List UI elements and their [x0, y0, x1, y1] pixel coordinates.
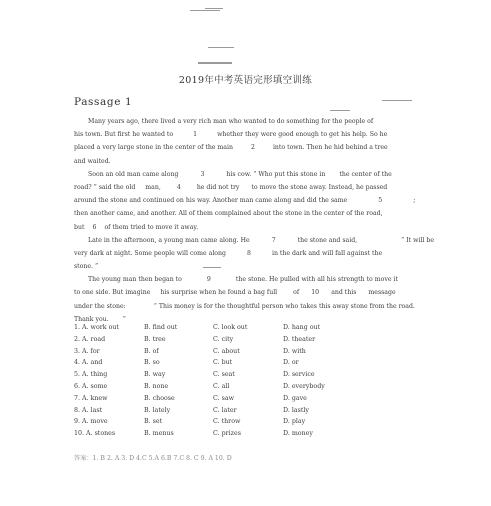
passage-line	[74, 207, 444, 220]
scan-mark	[190, 10, 220, 11]
answer-key: 答案：1. B 2. A 3. D 4.C 5.A 6.B 7.C 8. C 9. A 10. D	[74, 455, 232, 462]
document-title: 2019年中考英语完形填空训练	[178, 75, 313, 86]
option-choice: 9. A. move	[74, 418, 108, 426]
passage-text-run: and this	[331, 289, 357, 297]
passage-text-run: to one side. But imagine	[74, 289, 151, 297]
option-choice: C. all	[213, 382, 230, 390]
option-choice: 7. A. knew	[74, 394, 108, 402]
option-choice: D. hang out	[283, 324, 321, 331]
passage-text-run: man,	[145, 183, 161, 191]
options-list	[74, 324, 374, 442]
passage-text-run: the stone and said,	[297, 236, 358, 244]
passage-text-run: “ It will be	[401, 236, 434, 244]
passage-text-run: his town. But first he wanted to	[74, 131, 174, 139]
passage-line	[74, 260, 444, 273]
option-choice: C. about	[213, 347, 240, 355]
option-row	[74, 407, 374, 419]
option-choice: D. service	[283, 371, 315, 379]
passage-text-run: the center of the	[339, 170, 392, 178]
option-choice: 2. A. road	[74, 335, 106, 343]
option-row	[74, 371, 374, 383]
passage-text-run: message	[368, 289, 396, 297]
scan-mark	[382, 100, 412, 101]
option-choice: B. of	[144, 347, 159, 355]
option-choice: C. throw	[213, 418, 241, 426]
blank-number: 10	[311, 289, 320, 297]
passage-text-run: whether they were good enough to get his help. So he	[217, 131, 388, 139]
option-choice: D. play	[283, 418, 306, 426]
option-choice: 1. A. work out	[74, 324, 119, 331]
option-choice: B. none	[144, 382, 169, 390]
passage-text-run: the stone. He pulled with all his strength to move it	[235, 276, 398, 284]
passage-text-run: stone. ”	[74, 263, 99, 271]
blank-number: 4	[176, 183, 181, 191]
option-row	[74, 418, 374, 430]
option-choice: B. way	[144, 371, 166, 379]
option-choice: D. theater	[283, 335, 316, 343]
passage-line	[74, 168, 444, 181]
passage-text-run: of	[293, 289, 300, 297]
option-choice: C. but	[213, 359, 233, 367]
option-choice: B. find out	[144, 324, 178, 331]
passage-text-run: The young man then began to	[88, 276, 182, 284]
passage-line	[74, 221, 444, 234]
blank-number: 3	[200, 170, 205, 178]
option-choice: D. gave	[283, 394, 307, 402]
passage-text-run: to move the stone away. Instead, he passed	[251, 183, 388, 191]
passage-line	[74, 128, 444, 141]
passage-text-run: around the stone and continued on his way. Another man came along and did the same	[74, 197, 348, 205]
option-row	[74, 383, 374, 395]
scan-mark	[208, 47, 234, 48]
option-choice: B. tree	[144, 335, 166, 343]
passage-text	[74, 115, 444, 326]
blank-number: 8	[247, 249, 251, 257]
passage-text-run: his surprise when he found a bag full	[160, 289, 278, 297]
option-choice: B. lately	[144, 406, 171, 414]
option-choice: D. money	[283, 430, 313, 438]
passage-text-run: very dark at night. Some people will come along	[74, 249, 226, 257]
passage-text-run: placed a very large stone in the center of the main	[74, 144, 233, 152]
passage-text-run: Many years ago, there lived a very rich man who wanted to do something for the people of	[88, 118, 374, 125]
option-choice: D. lastly	[283, 406, 309, 414]
passage-heading: Passage 1	[74, 96, 133, 108]
option-choice: 5. A. thing	[74, 371, 108, 379]
option-row	[74, 336, 374, 348]
option-row	[74, 395, 374, 407]
blank-number: 9	[206, 276, 211, 284]
option-row	[74, 430, 374, 442]
passage-text-run: in the dark and will fall against the	[271, 249, 383, 257]
option-choice: C. later	[213, 406, 237, 414]
option-row	[74, 324, 374, 336]
passage-text-run: Thank you.	[74, 315, 109, 323]
passage-text-run: ”	[122, 315, 126, 323]
option-choice: D. or	[283, 359, 299, 367]
option-choice: B. set	[144, 418, 163, 426]
option-choice: C. look out	[213, 324, 248, 331]
option-choice: 10. A. stones	[74, 430, 116, 438]
passage-line	[74, 247, 444, 260]
option-choice: D. everybody	[283, 382, 325, 390]
passage-line	[74, 286, 444, 299]
blank-number: 6	[92, 223, 97, 231]
passage-line	[74, 300, 444, 313]
option-choice: 3. A. for	[74, 347, 100, 355]
blank-number: 2	[250, 144, 255, 152]
passage-line	[74, 115, 444, 128]
passage-line	[74, 234, 444, 247]
option-choice: C. prizes	[213, 430, 241, 438]
blank-number: 1	[193, 131, 198, 139]
option-choice: 4. A. and	[74, 359, 103, 367]
scan-mark	[198, 62, 232, 64]
passage-text-run: under the stone:	[74, 302, 126, 310]
passage-text-run: “ This money is for the thoughtful person who takes this away stone from the road.	[153, 302, 415, 310]
passage-text-run: ;	[413, 197, 416, 205]
scan-mark	[330, 110, 350, 111]
option-row	[74, 359, 374, 371]
passage-line	[74, 181, 444, 194]
option-choice: B. so	[144, 359, 160, 367]
passage-text-run: his cow. “ Who put this stone in	[226, 170, 326, 178]
passage-line	[74, 141, 444, 154]
option-choice: C. city	[213, 335, 234, 343]
passage-text-run: Late in the afternoon, a young man came along. He	[88, 236, 250, 244]
option-choice: B. choose	[144, 394, 175, 402]
scan-mark	[205, 8, 223, 9]
option-row	[74, 348, 374, 360]
passage-text-run: he did not try	[196, 183, 240, 191]
option-choice: C. saw	[213, 394, 234, 402]
option-choice: B. menus	[144, 430, 174, 438]
passage-text-run: Soon an old man came along	[88, 170, 179, 178]
passage-line	[74, 194, 444, 207]
option-choice: D. with	[283, 347, 306, 355]
passage-line	[74, 155, 444, 168]
option-choice: C. seat	[213, 371, 235, 379]
passage-text-run: into town. Then he hid behind a tree	[272, 144, 388, 152]
blank-number: 5	[378, 197, 383, 205]
passage-text-run: and waited.	[74, 157, 111, 165]
passage-line	[74, 273, 444, 286]
blank-number: 7	[271, 236, 276, 244]
option-choice: 6. A. some	[74, 382, 108, 390]
passage-text-run: road? ” said the old	[74, 183, 136, 191]
passage-text-run: of them tried to move it away.	[104, 223, 199, 231]
option-choice: 8. A. last	[74, 406, 103, 414]
passage-text-run: then another came, and another. All of them complained about the stone in the center of the road,	[74, 210, 383, 218]
passage-text-run: but	[74, 223, 85, 231]
